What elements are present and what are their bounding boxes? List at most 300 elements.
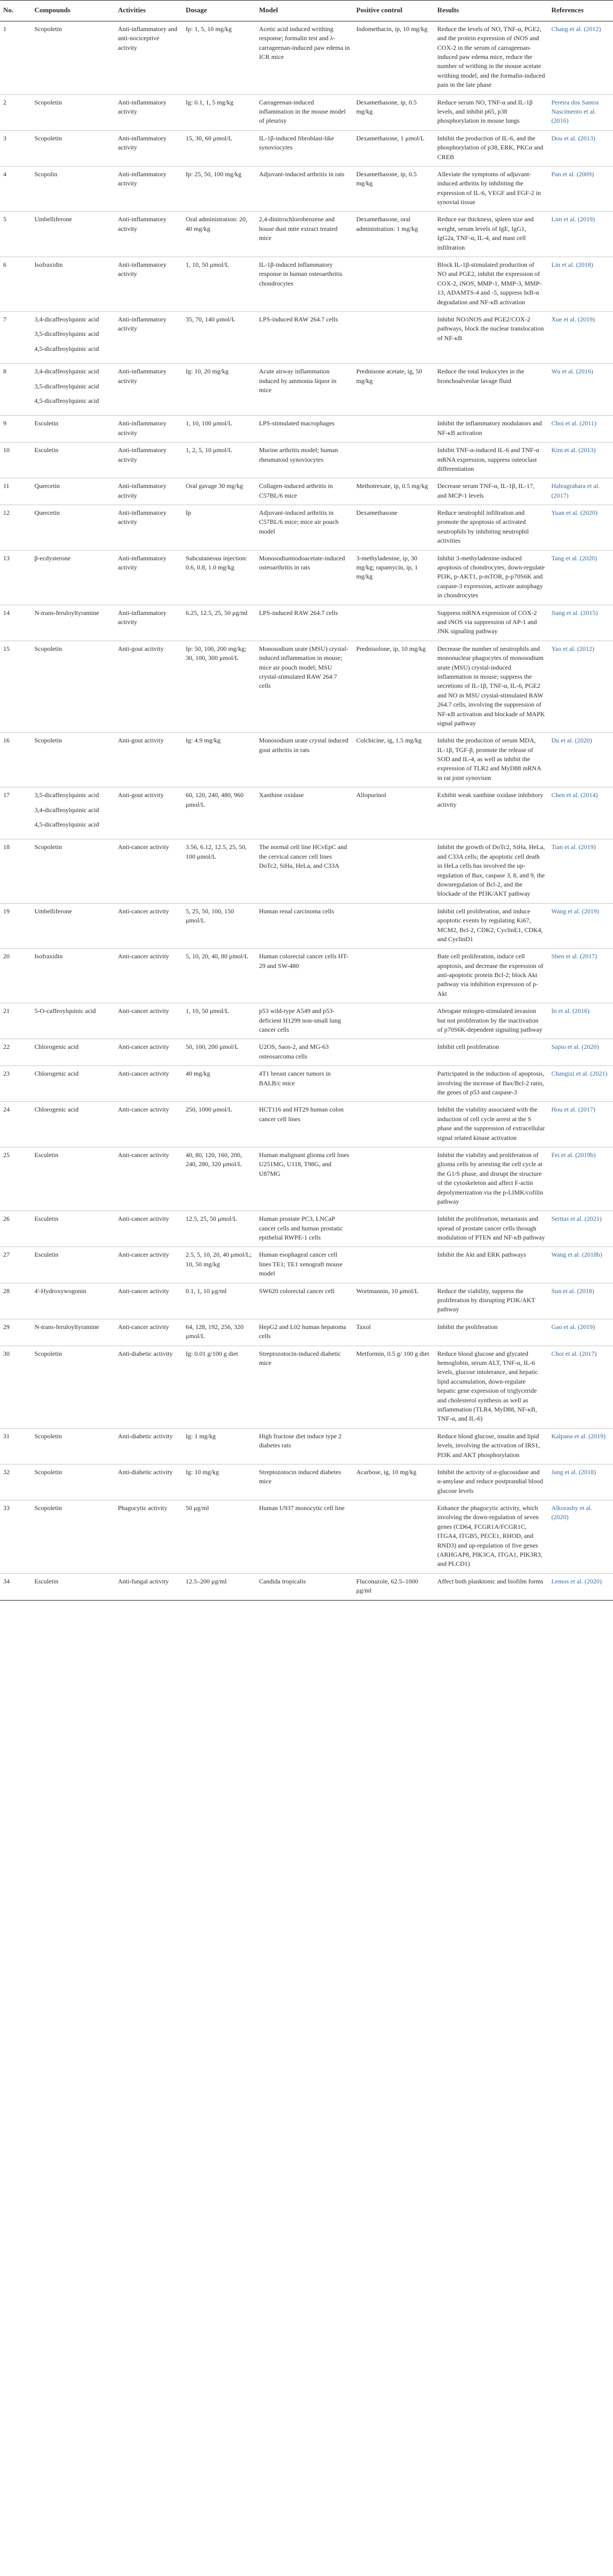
cell-reference[interactable]: Changizi et al. (2021) (548, 1066, 613, 1102)
cell-model: LPS-stimulated macrophages (256, 416, 353, 442)
cell-dosage: Subcutaneous injection: 0.6, 0.8, 1.0 mg/kg (183, 550, 256, 605)
cell-positive-control: Dexamethasone, oral administration: 1 mg/kg (353, 212, 434, 257)
cell-activity: Anti-fungal activity (115, 1573, 183, 1600)
cell-activity: Anti-cancer activity (115, 839, 183, 903)
cell-dosage: Ig: 0.01 g/100 g diet (183, 1346, 256, 1428)
table-row (0, 733, 613, 787)
cell-compound: 5-O-caffeoylquinic acid (31, 1003, 115, 1039)
cell-results: Inhibit cell proliferation, and induce apoptotic events by regulating Ki67, MCM2, Bcl-2, CDK2, CyclinE1, CDK4, and CyclinD1 (434, 903, 548, 949)
cell-dosage: 40, 80, 120, 160, 200, 240, 280, 320 μmol/L (183, 1147, 256, 1211)
cell-activity: Anti-gout activity (115, 787, 183, 839)
table-row (0, 787, 613, 839)
compound-name: 4,5-dicaffeoylquinic acid (34, 821, 99, 829)
cell-results: Enhance the phagocytic activity, which involving the down-regulation of seven genes (CD64, FCGR1A/FCGR1C, ITGA4, ITGB5, PECE1, RHOD, and RND3) and up-regulation of five genes (ARHGAP8, PIK3CA, ITGA1, PIK3R3, and PLCD1) (434, 1500, 548, 1574)
cell-activity: Anti-cancer activity (115, 1039, 183, 1066)
table-row (0, 130, 613, 166)
cell-reference[interactable]: Xue et al. (2019) (548, 312, 613, 364)
cell-compound: Scopoletin (31, 1464, 115, 1500)
table-row (0, 1573, 613, 1600)
cell-activity: Anti-inflammatory activity (115, 550, 183, 605)
cell-positive-control (353, 1147, 434, 1211)
cell-no: 8 (0, 364, 31, 416)
cell-positive-control: Methotrexate, ip, 0.5 mg/kg (353, 478, 434, 505)
cell-model: Monosodium urate crystal induced gout arthritis in rats (256, 733, 353, 787)
cell-dosage: 64, 128, 192, 256, 320 μmol/L (183, 1319, 256, 1346)
cell-no: 18 (0, 839, 31, 903)
cell-results: Reduce blood glucose, insulin and lipid levels, involving the activation of IRS1, PI3K and AKT phosphorylation (434, 1428, 548, 1464)
compound-name: 3,4-dicaffeoylquinic acid (34, 316, 99, 323)
table-header-row (0, 1, 613, 21)
cell-no: 3 (0, 130, 31, 166)
cell-reference[interactable]: Serttas et al. (2021) (548, 1211, 613, 1247)
cell-positive-control: Dexamethasone, ip, 0.5 mg/kg (353, 94, 434, 130)
cell-activity: Anti-inflammatory activity (115, 364, 183, 416)
cell-dosage: Ig: 0.1, 1, 5 mg/kg (183, 94, 256, 130)
cell-compound: Umbelliferone (31, 212, 115, 257)
cell-no: 31 (0, 1428, 31, 1464)
cell-no: 28 (0, 1283, 31, 1319)
cell-dosage: 1, 10, 50 μmol/L (183, 257, 256, 312)
cell-dosage: 5, 10, 20, 40, 80 μmol/L (183, 949, 256, 1003)
cell-compound: Esculetin (31, 1247, 115, 1283)
cell-no: 7 (0, 312, 31, 364)
compound-name: 3,4-dicaffeoylquinic acid (34, 806, 99, 814)
cell-results: Bate cell proliferation, induce cell apoptosis, and decrease the expression of anti-apoptotic protein Bcl-2; block Akt pathway via inhibition expression of p-Akt (434, 949, 548, 1003)
cell-reference[interactable]: Lemos et al. (2020) (548, 1573, 613, 1600)
cell-no: 14 (0, 605, 31, 641)
cell-results: Inhibit the production of IL-6, and the phosphorylation of p38, ERK, PKCα and CREB (434, 130, 548, 166)
cell-activity: Anti-inflammatory activity (115, 505, 183, 551)
cell-activity: Anti-cancer activity (115, 1003, 183, 1039)
cell-no: 10 (0, 442, 31, 478)
cell-reference[interactable]: Lin et al. (2018) (548, 257, 613, 312)
table-row (0, 478, 613, 505)
cell-positive-control (353, 1247, 434, 1283)
cell-model: Human malignant glioma cell lines U251MG, U118, T98G, and U87MG (256, 1147, 353, 1211)
cell-compound: Scopoletin (31, 94, 115, 130)
cell-reference[interactable]: Choi et al. (2017) (548, 1346, 613, 1428)
cell-positive-control: Indomethacin, ip, 10 mg/kg (353, 21, 434, 94)
cell-dosage: Ig: 1 mg/kg (183, 1428, 256, 1464)
cell-activity: Anti-inflammatory activity (115, 478, 183, 505)
cell-model: Acetic acid induced writhing response; formalin test and λ-carrageenan-induced paw edema in ICR mice (256, 21, 353, 94)
cell-model: U2OS, Saos-2, and MG-63 osteosarcoma cells (256, 1039, 353, 1066)
cell-results: Inhibit the proliferation, metastasis and spread of prostate cancer cells through modulation of PTEN and NF-κB pathway (434, 1211, 548, 1247)
cell-model: SW620 colorectal cancer cell (256, 1283, 353, 1319)
cell-reference[interactable]: Wu et al. (2016) (548, 364, 613, 416)
cell-no: 21 (0, 1003, 31, 1039)
cell-model: HepG2 and L02 human hepatoma cells (256, 1319, 353, 1346)
cell-compound: Scopoletin (31, 130, 115, 166)
table-row (0, 212, 613, 257)
cell-model: Streptozotocin-induced diabetic mice (256, 1346, 353, 1428)
cell-compound: Scopoletin (31, 733, 115, 787)
cell-model: Streptozotocin induced diabetes mice (256, 1464, 353, 1500)
cell-dosage: 6.25, 12.5, 25, 50 μg/ml (183, 605, 256, 641)
cell-positive-control: 3-methyladenine, ip, 30 mg/kg; rapamycin, ip, 1 mg/kg (353, 550, 434, 605)
table-row (0, 257, 613, 312)
cell-dosage: 12.5–200 μg/ml (183, 1573, 256, 1600)
cell-dosage: Oral administration: 20, 40 mg/kg (183, 212, 256, 257)
table-row (0, 1102, 613, 1147)
cell-reference[interactable]: Jang et al. (2018) (548, 1464, 613, 1500)
cell-activity: Anti-diabetic activity (115, 1428, 183, 1464)
header-compounds: Compounds (31, 1, 115, 21)
cell-results: Inhibit TNF-α-induced IL-6 and TNF-α mRNA expression, suppress osteoclast differentiation (434, 442, 548, 478)
cell-positive-control (353, 1039, 434, 1066)
cell-compound: Esculetin (31, 1573, 115, 1600)
cell-dosage: Ip: 50, 100, 200 mg/kg; 30, 100, 300 μmol/L (183, 641, 256, 733)
cell-results: Reduce ear thickness, spleen size and weight, serum levels of IgE, IgG1, IgG2a, TNF-α, IL-4, and mast cell infiltration (434, 212, 548, 257)
cell-dosage: 3.56, 6.12, 12.5, 25, 50, 100 μmol/L (183, 839, 256, 903)
table-row (0, 166, 613, 212)
cell-reference[interactable]: Chen et al. (2014) (548, 787, 613, 839)
cell-no: 9 (0, 416, 31, 442)
cell-dosage: 40 mg/kg (183, 1066, 256, 1102)
compound-name: 4,5-dicaffeoylquinic acid (34, 344, 99, 352)
cell-model: Carrageenan-induced inflammation in the mouse model of pleurisy (256, 94, 353, 130)
cell-results: Decrease the number of neutrophils and mononuclear phagocytes of monosodium urate (MSU) crystal-induced inflammation in mouse; suppress the secretions of IL-1β, TNF-α, IL-6, PGE2 and NO in MSU crystal-stimulated RAW 264.7 cells, involving the suppression of NF-κB activation and blockade of MAPK signal pathway (434, 641, 548, 733)
cell-activity: Anti-cancer activity (115, 949, 183, 1003)
compound-name: 3,5-dicaffeoylquinic acid (34, 382, 99, 390)
compound-name: 4,5-dicaffeoylquinic acid (34, 396, 99, 404)
cell-positive-control: Prednisone acetate, ig, 50 mg/kg (353, 364, 434, 416)
cell-activity: Anti-inflammatory activity (115, 166, 183, 212)
cell-reference[interactable]: Sun et al. (2018) (548, 1283, 613, 1319)
cell-dosage: Ig: 4.9 mg/kg (183, 733, 256, 787)
table-row (0, 1464, 613, 1500)
cell-model: Human colorectal cancer cells HT-29 and SW-480 (256, 949, 353, 1003)
cell-model: Candida tropicalis (256, 1573, 353, 1600)
cell-no: 13 (0, 550, 31, 605)
cell-activity: Anti-gout activity (115, 733, 183, 787)
cell-compound: Scopoletin (31, 1346, 115, 1428)
header-activities: Activities (115, 1, 183, 21)
cell-results: Reduce serum NO, TNF-α and IL-1β levels, and inhibit p65, p38 phosphorylation in mouse lungs (434, 94, 548, 130)
cell-reference[interactable]: Kim et al. (2013) (548, 442, 613, 478)
cell-dosage: 60, 120, 240, 480, 960 μmol/L (183, 787, 256, 839)
cell-dosage: 0.1, 1, 10 μg/ml (183, 1283, 256, 1319)
cell-reference[interactable]: Sapio et al. (2020) (548, 1039, 613, 1066)
cell-dosage: 12.5, 25, 50 μmol/L (183, 1211, 256, 1247)
table-row (0, 21, 613, 94)
cell-model: Monosodiumiodoacetate-induced osteoarthritis in rats (256, 550, 353, 605)
cell-no: 6 (0, 257, 31, 312)
cell-dosage: 50, 100, 200 μmol/L (183, 1039, 256, 1066)
cell-no: 2 (0, 94, 31, 130)
cell-dosage: 50 μg/ml (183, 1500, 256, 1574)
cell-no: 25 (0, 1147, 31, 1211)
cell-no: 20 (0, 949, 31, 1003)
cell-results: Reduce the viability, suppress the proliferation by disrupting PI3K/AKT pathway (434, 1283, 548, 1319)
header-dosage: Dosage (183, 1, 256, 21)
cell-results: Alleviate the symptoms of adjuvant-induced arthritis by inhibiting the expression of IL-6, VEGF and FGF-2 in synovial tissue (434, 166, 548, 212)
cell-positive-control: Dexamethasone (353, 505, 434, 551)
cell-activity: Anti-cancer activity (115, 1211, 183, 1247)
cell-model: Adjuvant-induced arthritis in C57BL/6 mice; mice air pouch model (256, 505, 353, 551)
table-row (0, 1211, 613, 1247)
compound-name: 3,5-dicaffeoylquinic acid (34, 330, 99, 338)
cell-reference[interactable]: Haleagrahara et al. (2017) (548, 478, 613, 505)
cell-positive-control: Allopurinol (353, 787, 434, 839)
table-row (0, 839, 613, 903)
cell-reference[interactable]: Lim et al. (2019) (548, 212, 613, 257)
cell-dosage: 1, 2, 5, 10 μmol/L (183, 442, 256, 478)
cell-reference[interactable]: Pan et al. (2009) (548, 166, 613, 212)
compound-name: 3,5-dicaffeoylquinic acid (34, 791, 99, 799)
cell-reference[interactable]: In et al. (2016) (548, 1003, 613, 1039)
cell-positive-control (353, 1428, 434, 1464)
cell-no: 12 (0, 505, 31, 551)
cell-activity: Anti-cancer activity (115, 1147, 183, 1211)
header-results: Results (434, 1, 548, 21)
cell-compound: Esculetin (31, 1147, 115, 1211)
cell-no: 11 (0, 478, 31, 505)
cell-positive-control (353, 312, 434, 364)
cell-results: Reduce the total leukocytes in the bronchoalveolar lavage fluid (434, 364, 548, 416)
cell-positive-control (353, 839, 434, 903)
cell-dosage: Ig: 10, 20 mg/kg (183, 364, 256, 416)
cell-positive-control: Wortmannin, 10 μmol/L (353, 1283, 434, 1319)
cell-reference[interactable]: Wang et al. (2018b) (548, 1247, 613, 1283)
cell-no: 1 (0, 21, 31, 94)
cell-model: The normal cell line HCvEpC and the cervical cancer cell lines DoTc2, SiHa, HeLa, and C33A (256, 839, 353, 903)
cell-results: Abrogate mitogen-stimulated invasion but not proliferation by the inactivation of p70S6K-dependent signaling pathway (434, 1003, 548, 1039)
cell-no: 4 (0, 166, 31, 212)
cell-model: High fructose diet induce type 2 diabetes rats (256, 1428, 353, 1464)
cell-reference[interactable]: Hou et al. (2017) (548, 1102, 613, 1147)
cell-positive-control: Colchicine, ig, 1.5 mg/kg (353, 733, 434, 787)
cell-model: Monosodium urate (MSU) crystal-induced inflammation in mouse; mice air pouch model; MSU crystal-stimulated RAW 264.7 cells (256, 641, 353, 733)
table-row (0, 1039, 613, 1066)
cell-model: Xanthine oxidase (256, 787, 353, 839)
cell-model: LPS-induced RAW 264.7 cells (256, 605, 353, 641)
cell-no: 22 (0, 1039, 31, 1066)
cell-reference[interactable]: Fei et al. (2019b) (548, 1147, 613, 1211)
cell-reference[interactable]: Tang et al. (2020) (548, 550, 613, 605)
cell-model: IL-1β-induced inflammatory response in human osteoarthritis chondrocytes (256, 257, 353, 312)
cell-reference[interactable]: Chang et al. (2012) (548, 21, 613, 94)
cell-activity: Anti-cancer activity (115, 1066, 183, 1102)
cell-no: 29 (0, 1319, 31, 1346)
cell-model: Human renal carcinoma cells (256, 903, 353, 949)
cell-model: HCT116 and HT29 human colon cancer cell lines (256, 1102, 353, 1147)
cell-model: 2,4-dinitrochlorobenzene and house dust mite extract treated mice (256, 212, 353, 257)
cell-reference[interactable]: Gao et al. (2019) (548, 1319, 613, 1346)
table-row (0, 550, 613, 605)
cell-activity: Anti-diabetic activity (115, 1346, 183, 1428)
cell-compound: Esculetin (31, 442, 115, 478)
cell-dosage: 1, 10, 100 μmol/L (183, 416, 256, 442)
cell-activity: Anti-cancer activity (115, 1102, 183, 1147)
cell-positive-control: Fluconazole, 62.5–1000 μg/ml (353, 1573, 434, 1600)
cell-results: Reduce the levels of NO, TNF-α, PGE2, and the protein expression of iNOS and COX-2 in the serum of carrageenan-induced paw edema mice, reduce the number of writhing in the mouse acetate writhing model, and the formalin-induced pain in the late phase (434, 21, 548, 94)
cell-results: Block IL-1β-stimulated production of NO and PGE2, inhibit the expression of COX-2, iNOS, MMP-1, MMP-3, MMP-13, ADAMTS-4 and -5, suppress IκB-α degradation and NF-κB activation (434, 257, 548, 312)
cell-reference[interactable]: Choi et al. (2011) (548, 416, 613, 442)
header-model: Model (256, 1, 353, 21)
cell-results: Inhibit the growth of DoTc2, SiHa, HeLa, and C33A cells; the apoptotic cell death in HeLa cells has involved the up-regulation of Bax, caspase 3, 8, and 9, the downregulation of Bcl-2, and the blockade of the PI3K/AKT pathway (434, 839, 548, 903)
table-row (0, 641, 613, 733)
cell-activity: Anti-inflammatory activity (115, 257, 183, 312)
cell-reference[interactable]: Wang et al. (2019) (548, 903, 613, 949)
cell-model: Human U937 monocytic cell line (256, 1500, 353, 1574)
cell-compound: Scopoletin (31, 839, 115, 903)
cell-reference[interactable]: Yao et al. (2012) (548, 641, 613, 733)
cell-compound: Chlorogenic acid (31, 1039, 115, 1066)
cell-positive-control (353, 257, 434, 312)
cell-positive-control (353, 1211, 434, 1247)
cell-reference[interactable]: Yuan et al. (2020) (548, 505, 613, 551)
cell-compound (31, 312, 115, 364)
cell-results: Inhibit the activity of α-glucosidase and α-amylase and reduce postprandial blood glucose levels (434, 1464, 548, 1500)
cell-compound: Quercetin (31, 505, 115, 551)
cell-compound: N-trans-feruloyltyramine (31, 1319, 115, 1346)
cell-reference[interactable]: Tian et al. (2019) (548, 839, 613, 903)
cell-no: 23 (0, 1066, 31, 1102)
cell-reference[interactable]: Shen et al. (2017) (548, 949, 613, 1003)
cell-results: Participated in the induction of apoptosis, involving the increase of Bax/Bcl-2 ratio, the genes of p53 and caspase-3 (434, 1066, 548, 1102)
cell-reference[interactable]: Pereira dos Santos Nascimento et al. (2016) (548, 94, 613, 130)
cell-compound: N-trans-feruloyltyramine (31, 605, 115, 641)
cell-compound: Chlorogenic acid (31, 1102, 115, 1147)
cell-reference[interactable]: Jiang et al. (2015) (548, 605, 613, 641)
cell-compound (31, 787, 115, 839)
cell-model: Murine arthritis model; human rheumatoid synoviocytes (256, 442, 353, 478)
cell-positive-control (353, 605, 434, 641)
cell-compound: Chlorogenic acid (31, 1066, 115, 1102)
header-no: No. (0, 1, 31, 21)
cell-dosage: 2.5, 5, 10, 20, 40 μmol/L; 10, 50 mg/kg (183, 1247, 256, 1283)
header-positive-control: Positive control (353, 1, 434, 21)
cell-dosage: Ip: 1, 5, 10 mg/kg (183, 21, 256, 94)
cell-activity: Anti-inflammatory activity (115, 605, 183, 641)
cell-no: 33 (0, 1500, 31, 1574)
table-row (0, 1283, 613, 1319)
table-row (0, 605, 613, 641)
table-row (0, 442, 613, 478)
cell-results: Inhibit 3-methyladenine-induced apoptosis of chondrocytes, down-regulate PI3K, p-AKT1, p-mTOR, p-p70S6K and caspase-3 expression, activate autophagy in chondrocytes (434, 550, 548, 605)
table-row (0, 505, 613, 551)
table-row (0, 1428, 613, 1464)
cell-model: Collagen-induced arthritis in C57BL/6 mice (256, 478, 353, 505)
cell-activity: Anti-inflammatory activity (115, 416, 183, 442)
cell-activity: Anti-inflammatory activity (115, 94, 183, 130)
cell-compound: Scopolin (31, 166, 115, 212)
cell-positive-control (353, 1102, 434, 1147)
cell-reference[interactable]: Dou et al. (2013) (548, 130, 613, 166)
cell-compound: 4'-Hydroxywogonin (31, 1283, 115, 1319)
cell-activity: Anti-cancer activity (115, 1283, 183, 1319)
cell-model: Human esophageal cancer cell lines TE1; TE1 xenograft mouse model (256, 1247, 353, 1283)
cell-activity: Anti-cancer activity (115, 1247, 183, 1283)
cell-positive-control: Dexamethasone, 1 μmol/L (353, 130, 434, 166)
cell-activity: Anti-inflammatory activity (115, 130, 183, 166)
table-row (0, 1247, 613, 1283)
table-row (0, 949, 613, 1003)
cell-results: Inhibit the viability and proliferation of glioma cells by arresting the cell cycle at the G1/S phase, and disrupt the structure of the cytoskeleton and affect F-actin depolymerization via the p-LIMK/cofilin pathway (434, 1147, 548, 1211)
cell-no: 17 (0, 787, 31, 839)
cell-results: Reduce neutrophil infiltration and promote the apoptosis of activated neutrophils by inhibiting neutrophil activities (434, 505, 548, 551)
table-row (0, 94, 613, 130)
cell-results: Inhibit the production of serum MDA, IL-1β, TGF-β, promote the release of SOD and IL-4, as well as inhibit the expression of TLR2 and MyD88 mRNA in rat joint synovium (434, 733, 548, 787)
cell-positive-control: Acarbose, ig, 10 mg/kg (353, 1464, 434, 1500)
cell-activity: Anti-cancer activity (115, 903, 183, 949)
table-row (0, 903, 613, 949)
cell-no: 30 (0, 1346, 31, 1428)
cell-positive-control (353, 1500, 434, 1574)
cell-no: 26 (0, 1211, 31, 1247)
cell-model: Acute airway inflammation induced by ammonia liquor in mice (256, 364, 353, 416)
cell-compound: Quercetin (31, 478, 115, 505)
cell-positive-control: Dexamethasone, ip, 0.5 mg/kg (353, 166, 434, 212)
cell-dosage: 35, 70, 140 μmol/L (183, 312, 256, 364)
cell-compound: Isofraxidin (31, 257, 115, 312)
cell-no: 16 (0, 733, 31, 787)
cell-no: 24 (0, 1102, 31, 1147)
cell-results: Inhibit NO/iNOS and PGE2/COX-2 pathways, block the nuclear translocation of NF-κB (434, 312, 548, 364)
table-row (0, 364, 613, 416)
cell-results: Reduce blood glucose and glycated hemoglobin, serum ALT, TNF-α, IL-6 levels, glucose intolerance, and hepatic lipid accumulation, down-regulate hepatic gene expression of triglyceride and cholesterol synthesis as well as inflammation (TLR4, MyD88, NF-κB, TNF-α, and IL-6) (434, 1346, 548, 1428)
cell-dosage: Ig: 10 mg/kg (183, 1464, 256, 1500)
cell-positive-control (353, 1003, 434, 1039)
cell-reference[interactable]: Du et al. (2020) (548, 733, 613, 787)
cell-positive-control: Taxol (353, 1319, 434, 1346)
cell-results: Inhibit the viability associated with the induction of cell cycle arrest at the S phase and the suppression of extracellular signal related kinase activation (434, 1102, 548, 1147)
cell-compound: Umbelliferone (31, 903, 115, 949)
table-row (0, 1066, 613, 1102)
cell-model: Human prostate PC3, LNCaP cancer cells and human prostatic epithelial RWPE-1 cells (256, 1211, 353, 1247)
cell-no: 32 (0, 1464, 31, 1500)
cell-compound (31, 364, 115, 416)
cell-reference[interactable]: Alkorashy et al. (2020) (548, 1500, 613, 1574)
cell-positive-control: Prednisolone, ip, 10 mg/kg (353, 641, 434, 733)
cell-activity: Anti-gout activity (115, 641, 183, 733)
cell-no: 15 (0, 641, 31, 733)
cell-model: Adjuvant-induced arthritis in rats (256, 166, 353, 212)
table-row (0, 1500, 613, 1574)
cell-compound: Scopoletin (31, 641, 115, 733)
cell-results: Inhibit cell proliferation (434, 1039, 548, 1066)
cell-activity: Anti-inflammatory activity (115, 312, 183, 364)
cell-positive-control (353, 416, 434, 442)
cell-results: Exhibit weak xanthine oxidase inhibitory activity (434, 787, 548, 839)
cell-activity: Phagocytic activity (115, 1500, 183, 1574)
cell-no: 34 (0, 1573, 31, 1600)
cell-results: Decrease serum TNF-α, IL-1β, IL-17, and MCP-1 levels (434, 478, 548, 505)
cell-dosage: 5, 25, 50, 100, 150 μmol/L (183, 903, 256, 949)
cell-dosage: Ip: 25, 50, 100 mg/kg (183, 166, 256, 212)
cell-activity: Anti-inflammatory activity (115, 212, 183, 257)
cell-no: 27 (0, 1247, 31, 1283)
cell-positive-control (353, 903, 434, 949)
cell-positive-control: Metformin, 0.5 g/ 100 g diet (353, 1346, 434, 1428)
cell-activity: Anti-inflammatory and anti-nociceptive activity (115, 21, 183, 94)
cell-dosage: 15, 30, 60 μmol/L (183, 130, 256, 166)
cell-model: IL-1β-induced fibroblast-like synoviocytes (256, 130, 353, 166)
cell-compound: β-ecdysterone (31, 550, 115, 605)
table-row (0, 1319, 613, 1346)
cell-results: Inhibit the inflammatory modulators and NF-κB activation (434, 416, 548, 442)
cell-results: Affect both planktonic and biofilm forms (434, 1573, 548, 1600)
cell-dosage: Ip (183, 505, 256, 551)
header-references: References (548, 1, 613, 21)
cell-compound: Scopoletin (31, 1428, 115, 1464)
cell-reference[interactable]: Kalpana et al. (2019) (548, 1428, 613, 1464)
table-row (0, 1003, 613, 1039)
cell-model: 4T1 breast cancer tumors in BALB/c mice (256, 1066, 353, 1102)
cell-results: Inhibit the proliferation (434, 1319, 548, 1346)
cell-activity: Anti-diabetic activity (115, 1464, 183, 1500)
